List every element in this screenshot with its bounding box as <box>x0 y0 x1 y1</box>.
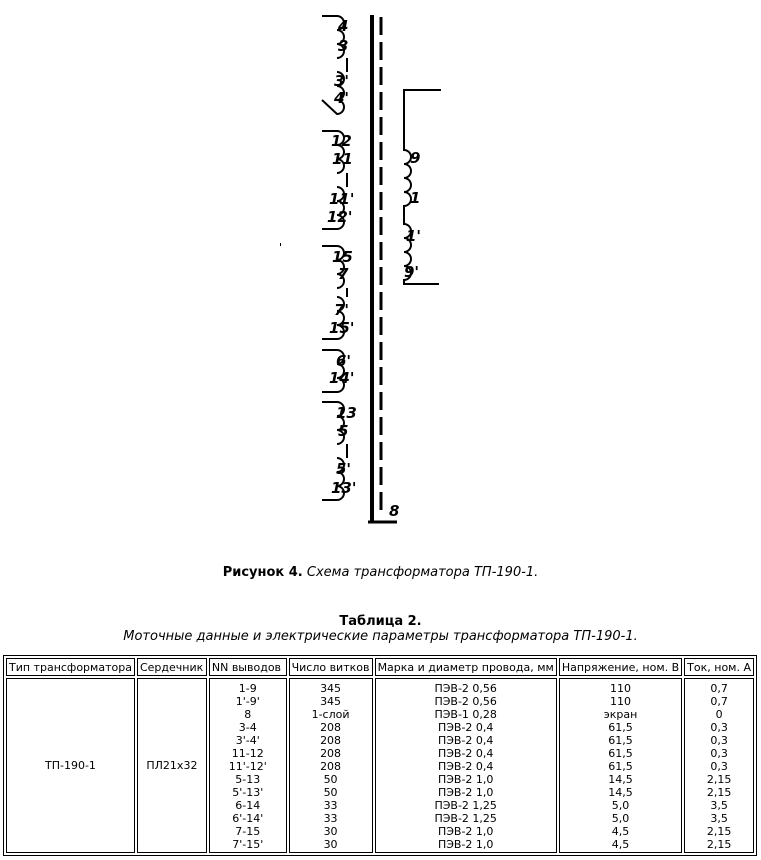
voltage-value: 110 <box>609 682 631 695</box>
voltage-value: 61,5 <box>608 734 633 747</box>
table-title: Таблица 2. <box>339 614 422 629</box>
header-type: Тип трансформатора <box>6 658 135 676</box>
label-group-2-pin-4: 12' <box>327 208 353 226</box>
wire-value: ПЭВ-2 1,0 <box>437 786 494 799</box>
label-group-2-pin-2: 11 <box>332 150 353 168</box>
voltage-value: 61,5 <box>608 747 633 760</box>
cell-core: ПЛ21х32 <box>137 678 207 853</box>
figure-caption-label: Рисунок 4. <box>222 565 303 580</box>
voltage-value: 14,5 <box>608 786 633 799</box>
label-group-4-pin-1: 6' <box>336 352 352 370</box>
table-header-row <box>6 658 754 676</box>
label-group-3-pin-1: 15 <box>332 248 353 266</box>
turns-value: 30 <box>323 825 338 838</box>
terminals-value: 5-13 <box>235 773 261 786</box>
turns-value: 30 <box>323 838 338 851</box>
wire-value: ПЭВ-2 0,56 <box>434 682 497 695</box>
voltage-value: экран <box>603 708 638 721</box>
cell-terminals <box>209 678 287 853</box>
terminals-value: 1'-9' <box>235 695 260 708</box>
voltage-value: 4,5 <box>611 838 630 851</box>
wire-value: ПЭВ-2 1,0 <box>437 825 494 838</box>
turns-value: 208 <box>320 760 342 773</box>
label-group-1-pin-3: 3' <box>334 72 350 90</box>
wire-value: ПЭВ-2 0,56 <box>434 695 497 708</box>
current-value: 0,7 <box>710 695 728 708</box>
terminals-value: 7'-15' <box>232 838 264 851</box>
current-value: 2,15 <box>706 773 732 786</box>
terminals-value: 5'-13' <box>232 786 264 799</box>
current-value: 0,3 <box>710 734 728 747</box>
voltage-value: 5,0 <box>611 812 630 825</box>
terminals-value: 7-15 <box>235 825 261 838</box>
label-group-5-pin-1: 13 <box>336 404 357 422</box>
right-winding <box>404 90 441 284</box>
current-value: 0,3 <box>710 721 728 734</box>
turns-value: 50 <box>323 786 338 799</box>
label-right-pin-1: 9 <box>410 149 421 167</box>
label-group-1-pin-2: 3 <box>338 37 349 55</box>
turns-value: 50 <box>323 773 338 786</box>
current-value: 3,5 <box>710 799 728 812</box>
terminals-value: 11'-12' <box>228 760 267 773</box>
header-voltage: Напряжение, ном. В <box>559 658 682 676</box>
label-group-1-pin-4: 4' <box>334 89 350 107</box>
label-group-3-pin-3: 7' <box>334 301 350 319</box>
label-right-pin-4: 9' <box>404 263 420 281</box>
label-group-5-pin-2: 5 <box>338 422 349 440</box>
voltage-value: 61,5 <box>608 721 633 734</box>
turns-value: 33 <box>323 812 338 825</box>
header-wire: Марка и диаметр провода, мм <box>375 658 557 676</box>
label-group-4-pin-2: 14' <box>329 369 355 387</box>
cell-wire <box>375 678 557 853</box>
turns-value: 345 <box>320 682 342 695</box>
terminals-value: 3'-4' <box>235 734 260 747</box>
stray-dot <box>280 243 281 246</box>
turns-value: 345 <box>320 695 342 708</box>
header-core: Сердечник <box>137 658 207 676</box>
label-group-3-pin-2: 7 <box>338 265 349 283</box>
voltage-value: 4,5 <box>611 825 630 838</box>
voltage-value: 110 <box>609 695 631 708</box>
terminals-value: 6'-14' <box>232 812 264 825</box>
label-core-terminal: 8 <box>389 502 400 520</box>
current-value: 0,3 <box>710 760 728 773</box>
wire-value: ПЭВ-2 1,25 <box>434 812 497 825</box>
current-value: 2,15 <box>706 825 732 838</box>
wire-value: ПЭВ-2 1,0 <box>437 838 494 851</box>
label-right-pin-3: 1' <box>406 227 422 245</box>
cell-voltage <box>559 678 682 853</box>
figure-caption <box>0 565 761 580</box>
label-right-pin-2: 1 <box>410 189 421 207</box>
current-value: 0,7 <box>710 682 728 695</box>
turns-value: 1-слой <box>311 708 350 721</box>
current-value: 0,3 <box>710 747 728 760</box>
wire-value: ПЭВ-1 0,28 <box>434 708 497 721</box>
current-value: 2,15 <box>706 786 732 799</box>
current-value: 3,5 <box>710 812 728 825</box>
label-group-2-pin-3: 11' <box>329 190 355 208</box>
label-group-1-pin-1: 4 <box>338 17 349 35</box>
turns-value: 208 <box>320 734 342 747</box>
turns-value: 33 <box>323 799 338 812</box>
wire-value: ПЭВ-2 0,4 <box>437 734 494 747</box>
wire-value: ПЭВ-2 0,4 <box>437 721 494 734</box>
voltage-value: 14,5 <box>608 773 633 786</box>
current-value: 0 <box>715 708 723 721</box>
current-value: 2,15 <box>706 838 732 851</box>
winding-data-table <box>3 655 757 856</box>
header-turns: Число витков <box>289 658 373 676</box>
cell-turns <box>289 678 373 853</box>
cell-current <box>684 678 754 853</box>
label-group-3-pin-4: 15' <box>329 319 355 337</box>
header-terminals: NN выводов <box>209 658 287 676</box>
label-group-5-pin-3: 5' <box>336 460 352 478</box>
wire-value: ПЭВ-2 1,0 <box>437 773 494 786</box>
figure-caption-text: Схема трансформатора ТП-190-1. <box>306 565 539 580</box>
turns-value: 208 <box>320 721 342 734</box>
table-subtitle: Моточные данные и электрические параметры трансформатора ТП-190-1. <box>123 629 638 644</box>
terminals-value: 6-14 <box>235 799 261 812</box>
header-current: Ток, ном. А <box>684 658 754 676</box>
label-group-5-pin-4: 13' <box>331 479 357 497</box>
cell-type: ТП-190-1 <box>6 678 135 853</box>
voltage-value: 61,5 <box>608 760 633 773</box>
table-row <box>6 678 754 853</box>
label-group-2-pin-1: 12 <box>331 132 352 150</box>
wire-value: ПЭВ-2 0,4 <box>437 747 494 760</box>
terminals-value: 1-9 <box>238 682 257 695</box>
terminals-value: 3-4 <box>238 721 257 734</box>
terminals-value: 8 <box>244 708 252 721</box>
wire-value: ПЭВ-2 0,4 <box>437 760 494 773</box>
terminals-value: 11-12 <box>231 747 264 760</box>
wire-value: ПЭВ-2 1,25 <box>434 799 497 812</box>
voltage-value: 5,0 <box>611 799 630 812</box>
turns-value: 208 <box>320 747 342 760</box>
